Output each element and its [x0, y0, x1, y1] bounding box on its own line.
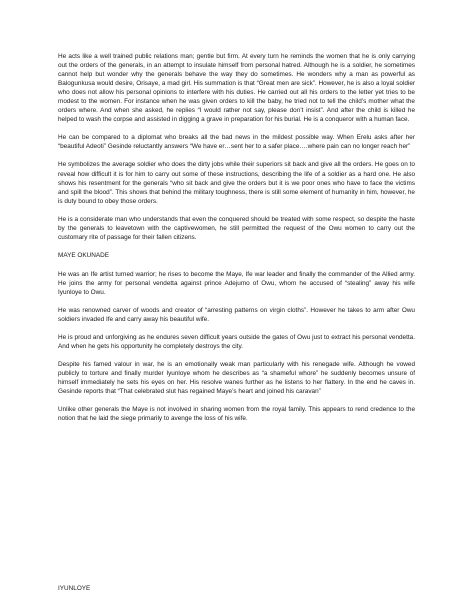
paragraph-gesinde-average-soldier: He symbolizes the average soldier who does the dirty jobs while their superiors sit back and give all the orders. He goes on to reveal how difficult it is for him to carry out some of these instructions, describing the life of a soldier as a hard one. He also shows his resentment for the generals “who sit back and give the orders but it is we poor ones who have to face the victims and spill the blood”. This shows that behind the military toughness, there is still some element of humanity in him, however, he is duty bound to obey those orders.	[58, 161, 415, 205]
paragraph-gesinde-diplomat: He can be compared to a diplomat who breaks all the bad news in the mildest possible way. When Erelu asks after her “beautiful Adeoti” Gesinde reluctantly answers “We have er…sent her to a safer place….where pain can no longer reach her”	[58, 134, 415, 151]
section-heading-maye-okunade: MAYE OKUNADE	[58, 251, 110, 259]
paragraph-maye-unlike-generals: Unlike other generals the Maye is not involved in sharing women from the royal family. This appears to rend credence to the notion that he laid the siege primarily to avenge the loss of his wife.	[58, 406, 415, 423]
section-heading-iyunloye: IYUNLOYE	[58, 585, 91, 592]
paragraph-gesinde-considerate: He is a considerate man who understands that even the conquered should be treated with some respect, so despite the haste by the generals to leavetown with the captivewomen, he still permitted the request of the Owu women to carry out the customary rite of passage for their fallen citizens.	[58, 215, 415, 241]
paragraph-maye-artist-warrior: He was an Ife artist turned warrior; he rises to become the Maye, Ife war leader and finally the commander of the Allied army. He joins the army for personal vendetta against prince Adejumo of Owu, whom he accused of “stealing” away his wife Iyunloye to Owu.	[58, 270, 415, 296]
paragraph-maye-carver: He was renowned carver of woods and creator of “arresting patterns on virgin cloths”. However he takes to arm after Owu soldiers invaded Ife and carry away his beautiful wife.	[58, 307, 415, 324]
paragraph-maye-proud: He is proud and unforgiving as he endures seven difficult years outside the gates of Owu just to extract his personal vendetta. And when he gets his opportunity he completely destroys the city.	[58, 334, 415, 351]
paragraph-maye-emotionally-weak: Despite his famed valour in war, he is an emotionally weak man particularly with his renegade wife. Although he vowed publicly to torture and finally murder Iyunloye whom he describes as “a shameful whore” he suddenly becomes unsure of himself immediately he sets his eyes on her. His resolve wanes further as he listens to her flattery. In the end he caves in. Gesinde reports that “That celebrated slut has regained Maye’s heart and joined his caravan”	[58, 361, 415, 396]
paragraph-gesinde-pr-man: He acts like a well trained public relations man; gentle but firm. At every turn he reminds the women that he is only carrying out the orders of the generals, in an attempt to insulate himself from personal hatred. Although he is a soldier, he sometimes cannot help but wonder why the generals behave the way they do sometimes. He wonders why a man as powerful as Balogunkusa would desire, Orisaye, a mad girl. His summation is that “Great men are sick”. However, he is also a loyal soldier who does not allow his personal opinions to interfere with his duties. He carried out all his orders to the letter yet tries to be modest to the women. For instance when he was given orders to kill the baby, he tried not to tell the child’s mother what the orders where. And when she asked, he replies “I would rather not say, please don’t insist”. And after the child is killed he helped to wash the corpse and assisted in digging a grave in preparation for his burial. He is a conqueror with a human face.	[58, 53, 415, 124]
